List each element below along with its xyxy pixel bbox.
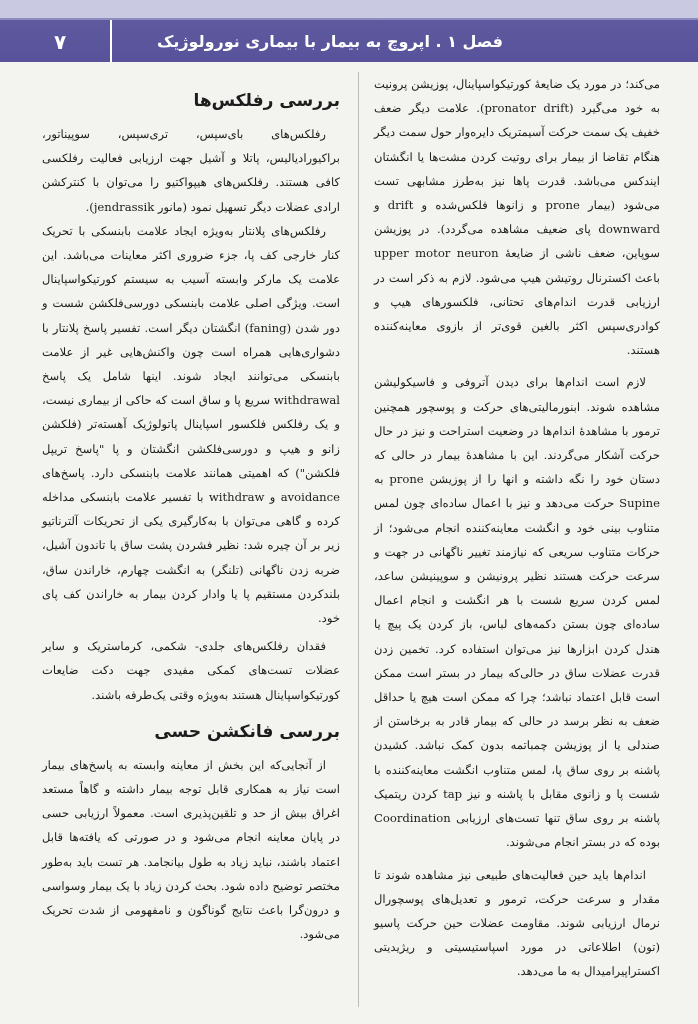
column-divider <box>358 72 359 1007</box>
paragraph: رفلکس‌های پلانتار به‌ویژه ایجاد علامت بابنسکی با تحریک کنار خارجی کف پا، جزء ضروری اکثر معاینات می‌باشد. این علامت یک مارکر وابسته آسیب به سیستم کورتیکواسپاینال است. ویژگی اصلی علامت بابنسکی دورسی‌فلکشن شست و دور شدن (faning) انگشتان دیگر است. تفسیر پاسخ پلانتار با دشواری‌هایی همراه است چون واکنش‌هایی غیر از علامت بابنسکی می‌توانند ایجاد شوند. اینها شامل یک پاسخ withdrawal سریع پا و ساق است که حاکی از بیماری نیست، و یک رفلکس فلکسور اسپاینال پاتولوژیک آهسته‌تر (فلکشن زانو و هیپ و دورسی‌فلکشن انگشتان و پا "پاسخ تریپل فلکشن") که اهمیتی همانند علامت بابنسکی دارد. پاسخ‌های avoidance و withdraw با تفسیر علامت بابنسکی مداخله کرده و گاهی می‌توان با به‌کارگیری یکی از تحریکات آلترناتیو زیر بر آن چیره شد: نظیر فشردن پشت ساق یا تاندون آشیل، ضربه زدن ناگهانی (تلنگر) به انگشت چهارم، خاراندن ساق، بلندکردن مستقیم پا یا وادار کردن بیمار به خاراندن کف پای خود. <box>42 223 340 626</box>
left-column <box>42 72 340 1014</box>
section-heading-reflexes: بررسی رفلکس‌ها <box>193 91 340 111</box>
section-heading-sensory: بررسی فانکشن حسی <box>154 721 340 742</box>
chapter-header-band <box>0 0 698 62</box>
paragraph: رفلکس‌های بای‌سپس، تری‌سپس، سوپیناتور، براکیورادیالیس، پاتلا و آشیل جهت ارزیابی فعالیت رفلکسی کافی هستند. رفلکس‌های هیپواکتیو را می‌توان با کنترکشن ارادی عضلات دیگر تسهیل نمود (مانور jendrassik). <box>42 127 340 214</box>
right-column <box>374 72 660 1014</box>
header-rule <box>0 18 698 20</box>
header-separator <box>110 20 112 62</box>
paragraph: لازم است اندام‌ها برای دیدن آتروفی و فاسیکولیشن مشاهده شوند. ابنورمالیتی‌های حرکت و پوسچور همچنین ترمور با مشاهدهٔ اندام‌ها در وضعیت استراحت و نیز در حال حرکت آشکار می‌گردند. این با مشاهدهٔ بیمار در حالی که دستان خود را نگه داشته و انها را از پوزیشن prone به Supine حرکت می‌دهد و نیز با اعمال ساده‌ای چون لمس متناوب بینی خود و انگشت معاینه‌کننده انجام می‌شود؛ از حرکات متناوب سریعی که نیازمند تغییر ناگهانی در جهت و سرعت حرکت هستند نظیر پرونیشن و سوپینیشن ساعد، لمس کردن سریع شست با هر انگشت و انجام اعمال ساده‌ای چون بستن دکمه‌های لباس، باز کردن یک پیچ یا هندل کردن ابزارها نیز می‌توان استفاده کرد. تخمین زدن قدرت عضلات ساق در حالی‌که بیمار در بستر است ممکن است قابل اعتماد نباشد؛ چرا که ممکن است هیچ یا حداقل ضعف به نظر برسد در حالی که بیمار قادر به برخاستن از صندلی یا از پوزیشن چمباتمه بدون کمک نباشد. کشیدن پاشنه بر روی ساق پا، لمس متناوب انگشت معاینه‌کننده با شست پا و زانوی مقابل با پاشنه و نیز tap کردن ریتمیک پاشنه بر روی ساق تنها تست‌های ارزیابی Coordination بوده که در بستر انجام می‌شوند. <box>374 375 660 850</box>
chapter-title: فصل ۱ . اپروچ به بیمار با بیماری نورولوژیک <box>156 32 503 51</box>
paragraph: فقدان رفلکس‌های جلدی- شکمی، کرماستریک و سایر عضلات تست‌های کمکی مفیدی جهت دکت ضایعات کورتیکواسپاینال هستند به‌ویژه وقتی یک‌طرفه باشند. <box>42 639 340 702</box>
paragraph: از آنجایی‌که این بخش از معاینه وابسته به پاسخ‌های بیمار است نیاز به همکاری قابل توجه بیمار داشته و گاهاً مستعد اغراق بیش از حد و تلقین‌پذیری است. معمولاً ارزیابی حسی در پایان معاینه انجام می‌شود و در صورتی که یافته‌ها قابل اعتماد باشند، نباید زیاد به طول بیانجامد. هر تست باید به‌طور مختصر توضیح داده شود. بحث کردن زیاد با یک بیمار وسواسی و درون‌گرا باعث نتایج گوناگون و نامفهومی از شدت تحریک می‌شود. <box>42 757 340 942</box>
paragraph: می‌کند؛ در مورد یک ضایعهٔ کورتیکواسپاینال، پوزیشن پرونیت به خود می‌گیرد (pronator drift). علامت دیگر ضعف خفیف یک سمت حرکت آسیمتریک دایره‌وار حول سمت دیگر هنگام تقاضا از بیمار برای روتیت کردن مشت‌ها یا انگشتان ایندکس می‌باشد. قدرت پاها نیز به‌طرز مشابهی تست می‌شود (بیمار prone و زانوها فلکس‌شده و drift و downward پای ضعیف مشاهده می‌گردد). در پوزیشن سوپاین، ضعف ناشی از ضایعهٔ upper motor neuron باعث اکسترنال روتیشن هیپ می‌شود. لازم به ذکر است در ارزیابی قدرت اندام‌های تحتانی، فلکسورهای هیپ و کوادری‌سپس اکثر بالغین قوی‌تر از بازوی معاینه‌کننده هستند. <box>374 77 661 358</box>
paragraph: اندام‌ها باید حین فعالیت‌های طبیعی نیز مشاهده شوند تا مقدار و سرعت حرکت، ترمور و تعدیل‌های پوسچورال نرمال ارزیابی شوند. مقاومت عضلات حین حرکت پاسیو (تون) اطلاعاتی در مورد اسپاستیسیتی و ریژیدیتی اکستراپیرامیدال به ما می‌دهد. <box>374 867 660 979</box>
page-number: ۷ <box>54 30 67 54</box>
